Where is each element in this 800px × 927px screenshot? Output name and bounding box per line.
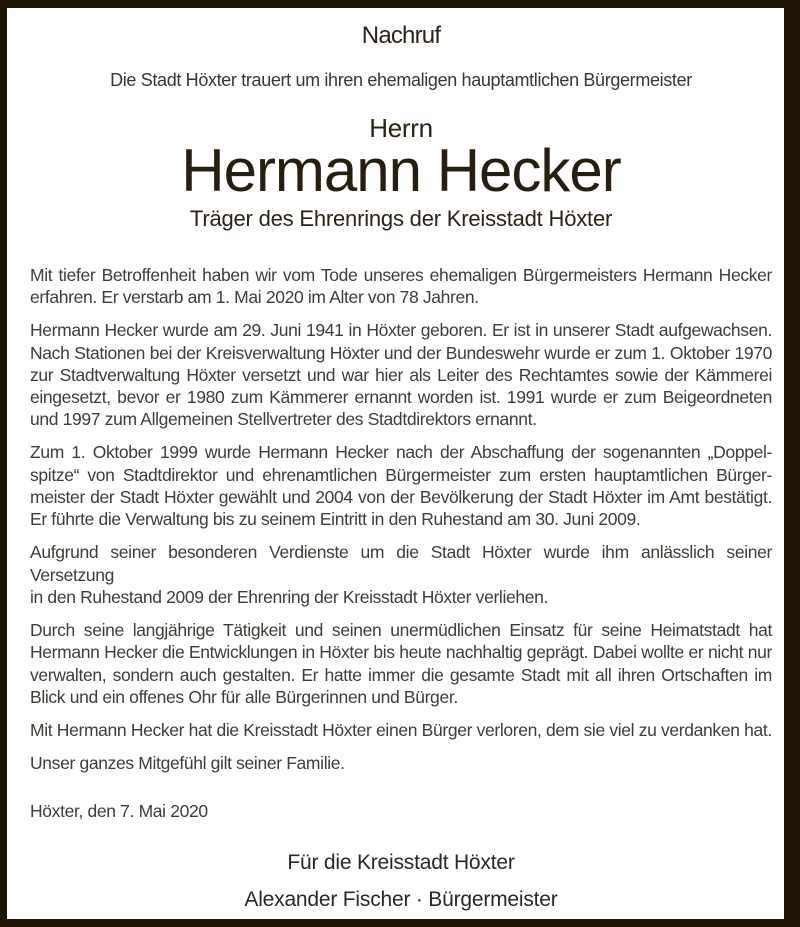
salutation: Herrn — [369, 113, 433, 143]
text-line: spitze“ von Stadtdirektor und ehrenamtlichen Bürgermeister zum ersten hauptamtlichen Bürger- — [30, 464, 772, 485]
paragraph — [30, 264, 772, 309]
honor-subtitle: Träger des Ehrenrings der Kreisstadt Höxter — [189, 206, 613, 231]
text-line: Er führte die Verwaltung bis zu seinem Eintritt in den Ruhestand am 30. Juni 2009. — [30, 509, 641, 530]
paragraph — [30, 719, 772, 741]
intro-line: Die Stadt Höxter trauert um ihren ehemaligen hauptamtlichen Bürgermeister — [110, 70, 692, 90]
text-line: Blick und ein offenes Ohr für alle Bürgerinnen und Bürger. — [30, 686, 458, 707]
paragraph — [30, 752, 772, 774]
text-line: meister der Stadt Höxter gewählt und 2004 von der Bevölkerung der Stadt Höxter im Amt bestätigt. — [30, 487, 772, 508]
closing-org-line: Für die Kreisstadt Höxter — [287, 851, 515, 875]
text-line: Aufgrund seiner besonderen Verdienste um die Stadt Höxter wurde ihm anlässlich seiner Versetzung — [30, 542, 772, 585]
paragraph — [30, 319, 772, 430]
text-line: Durch seine langjährige Tätigkeit und seinen unermüdlichen Einsatz für seine Heimatstadt hat — [30, 619, 772, 640]
text-line: eingesetzt, bevor er 1980 zum Kämmerer ernannt worden ist. 1991 wurde er zum Beigeordneten — [30, 387, 772, 408]
text-line: Nach Stationen bei der Kreisverwaltung Höxter und der Bundeswehr wurde er zum 1. Oktober 1970 — [30, 342, 772, 363]
text-line: erfahren. Er verstarb am 1. Mai 2020 im Alter von 78 Jahren. — [30, 287, 479, 308]
closing-signature-line: Alexander Fischer · Bürgermeister — [244, 888, 558, 912]
text-line: und 1997 zum Allgemeinen Stellvertreter des Stadtdirektors ernannt. — [30, 409, 537, 430]
text-line: Hermann Hecker die Entwicklungen in Höxter bis heute nachhaltig geprägt. Dabei wollte er nicht nur — [30, 642, 772, 663]
notice-sheet — [7, 24, 784, 927]
paragraph — [30, 441, 772, 530]
text-line: Zum 1. Oktober 1999 wurde Hermann Hecker nach der Abschaffung der sogenannten „Doppel- — [30, 442, 772, 463]
dateline: Höxter, den 7. Mai 2020 — [30, 801, 208, 822]
text-line: zur Stadtverwaltung Höxter versetzt und war hier als Leiter des Rechtamtes sowie der Kämmerei — [30, 364, 772, 385]
deceased-name: Hermann Hecker — [181, 137, 621, 204]
obituary-body — [30, 264, 772, 774]
text-line: Hermann Hecker wurde am 29. Juni 1941 in Höxter geboren. Er ist in unserer Stadt aufgewachsen. — [30, 320, 772, 341]
text-line: Mit Hermann Hecker hat die Kreisstadt Höxter einen Bürger verloren, dem sie viel zu verdanken hat. — [30, 719, 772, 740]
text-line: Unser ganzes Mitgefühl gilt seiner Familie. — [30, 752, 345, 773]
kicker: Nachruf — [361, 22, 441, 49]
text-line: verwalten, sondern auch gestalten. Er hatte immer die gesamte Stadt mit all ihren Ortschaften im — [30, 664, 772, 685]
text-line: in den Ruhestand 2009 der Ehrenring der Kreisstadt Höxter verliehen. — [30, 586, 549, 607]
paragraph — [30, 619, 772, 708]
paragraph — [30, 541, 772, 608]
text-line: Mit tiefer Betroffenheit haben wir vom Tode unseres ehemaligen Bürgermeisters Hermann Hecker — [30, 265, 772, 285]
